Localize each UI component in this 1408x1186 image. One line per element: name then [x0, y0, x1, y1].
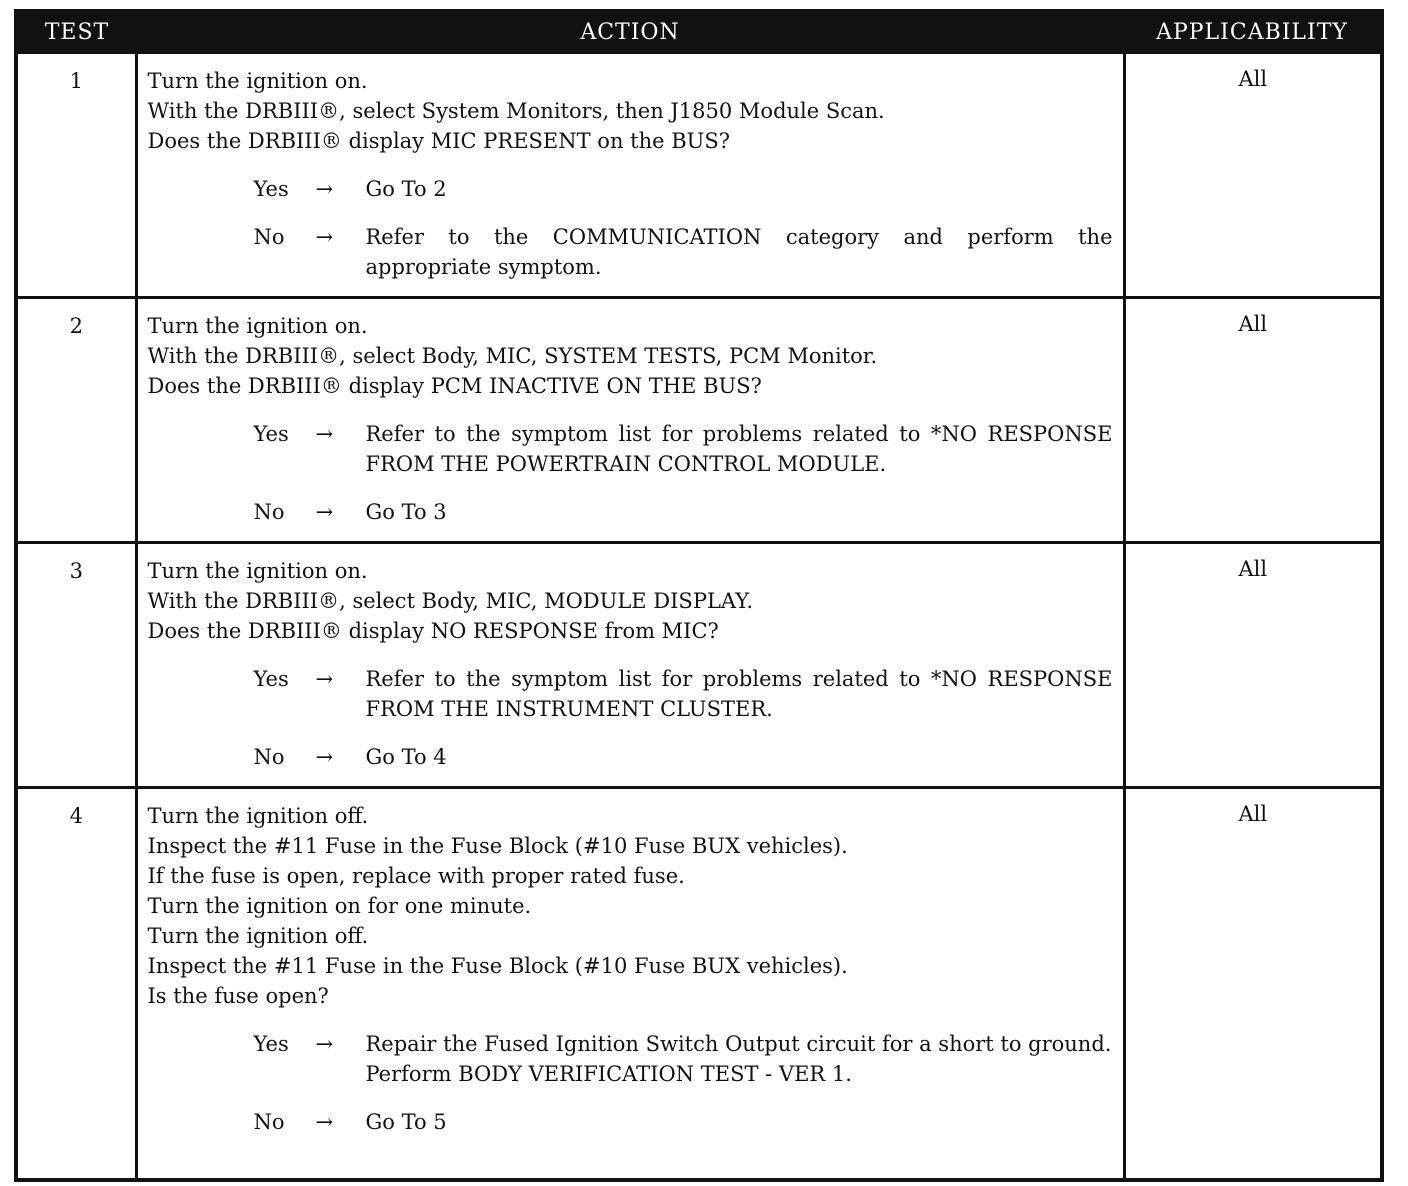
yes-label: Yes [253, 422, 289, 446]
no-label: No [253, 1110, 285, 1134]
step-text: Is the fuse open? [147, 984, 329, 1008]
step-text: With the DRBIII®, select Body, MIC, SYSTEM TESTS, PCM Monitor. [147, 344, 878, 368]
action-cell [136, 788, 1124, 1180]
no-result: Go To 4 [365, 745, 447, 769]
arrow-icon: → [315, 422, 334, 446]
test-number: 2 [16, 298, 136, 543]
applicability-value: All [1124, 298, 1382, 543]
no-outcome [148, 497, 1113, 527]
yes-result: Repair the Fused Ignition Switch Output circuit for a short to ground. Perform BODY VERIFICATION TEST - VER 1. [365, 1032, 1112, 1086]
action-cell [136, 53, 1124, 298]
arrow-icon: → [315, 1110, 334, 1134]
no-label: No [253, 225, 285, 249]
no-result: Refer to the COMMUNICATION category and perform the appropriate symptom. [365, 225, 1113, 279]
action-cell [136, 543, 1124, 788]
arrow-icon: → [315, 500, 334, 524]
applicability-value: All [1124, 543, 1382, 788]
applicability-value: All [1124, 53, 1382, 298]
no-label: No [253, 500, 285, 524]
no-result: Go To 5 [365, 1110, 447, 1134]
table-row [16, 298, 1382, 543]
step-text: With the DRBIII®, select Body, MIC, MODULE DISPLAY. [147, 589, 754, 613]
arrow-icon: → [315, 745, 334, 769]
step-text: Turn the ignition on for one minute. [147, 894, 532, 918]
yes-result: Refer to the symptom list for problems related to *NO RESPONSE FROM THE INSTRUMENT CLUSTER. [365, 667, 1113, 721]
step-text: Does the DRBIII® display PCM INACTIVE ON THE BUS? [147, 374, 762, 398]
arrow-icon: → [315, 1032, 334, 1056]
header-applicability: APPLICABILITY [1124, 11, 1382, 53]
no-outcome [148, 1107, 1113, 1137]
yes-label: Yes [253, 1032, 289, 1056]
table-row [16, 543, 1382, 788]
applicability-value: All [1124, 788, 1382, 1180]
step-text: Turn the ignition off. [147, 924, 369, 948]
step-text: Turn the ignition on. [147, 69, 368, 93]
no-label: No [253, 745, 285, 769]
arrow-icon: → [315, 667, 334, 691]
yes-outcome [148, 419, 1113, 479]
step-text: If the fuse is open, replace with proper rated fuse. [147, 864, 685, 888]
test-number: 1 [16, 53, 136, 298]
table-row [16, 788, 1382, 1180]
step-text: Turn the ignition off. [147, 804, 369, 828]
arrow-icon: → [315, 177, 334, 201]
header-test: TEST [16, 11, 136, 53]
test-number: 4 [16, 788, 136, 1180]
table-row [16, 53, 1382, 298]
yes-label: Yes [253, 177, 289, 201]
yes-result: Refer to the symptom list for problems related to *NO RESPONSE FROM THE POWERTRAIN CONTROL MODULE. [365, 422, 1113, 476]
yes-outcome [148, 1029, 1113, 1089]
diagnostic-table [14, 9, 1384, 1182]
step-text: Inspect the #11 Fuse in the Fuse Block (#10 Fuse BUX vehicles). [147, 954, 848, 978]
yes-outcome [148, 664, 1113, 724]
header-action: ACTION [136, 11, 1124, 53]
no-result: Go To 3 [365, 500, 447, 524]
step-text: With the DRBIII®, select System Monitors, then J1850 Module Scan. [147, 99, 885, 123]
action-cell [136, 298, 1124, 543]
no-outcome [148, 222, 1113, 282]
step-text: Does the DRBIII® display MIC PRESENT on the BUS? [147, 129, 730, 153]
arrow-icon: → [315, 225, 334, 249]
step-text: Turn the ignition on. [147, 559, 368, 583]
step-text: Turn the ignition on. [147, 314, 368, 338]
step-text: Inspect the #11 Fuse in the Fuse Block (#10 Fuse BUX vehicles). [147, 834, 848, 858]
table-header-row [16, 11, 1382, 53]
test-number: 3 [16, 543, 136, 788]
yes-result: Go To 2 [365, 177, 447, 201]
no-outcome [148, 742, 1113, 772]
yes-label: Yes [253, 667, 289, 691]
yes-outcome [148, 174, 1113, 204]
step-text: Does the DRBIII® display NO RESPONSE from MIC? [147, 619, 719, 643]
